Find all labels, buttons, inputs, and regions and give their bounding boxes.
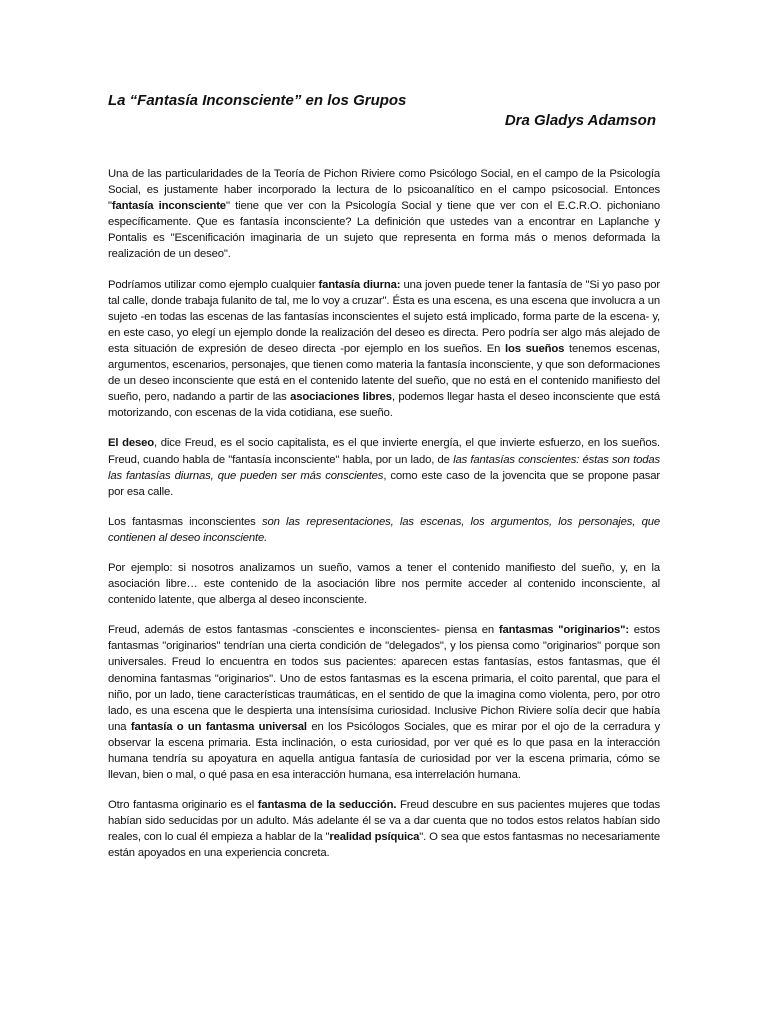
- paragraph-6: [108, 622, 660, 783]
- paragraph-4-italic-text: son las representaciones, las escenas, los argumentos, los personajes, que contienen al deseo inconsciente.: [108, 515, 660, 544]
- paragraph-7-text-e: ". O sea que estos fantasmas no necesariamente están apoyados en una experiencia concreta.: [108, 831, 660, 860]
- paragraph-6-bold-term-2: fantasía o un fantasma universal: [130, 720, 307, 733]
- document-author: Dra Gladys Adamson: [504, 112, 656, 129]
- paragraph-3-italic-text: las fantasías conscientes: éstas son todas las fantasías diurnas, que pueden ser más conscientes: [108, 453, 661, 482]
- paragraph-2-text-c: una joven puede tener la fantasía de "Si yo paso por tal calle, donde trabaja fulanito de tal, me lo voy a cruzar". Ésta es una escena, es una escena que involucra a un sujeto -en todas las escenas de las fantasías inconscientes el sujeto está implicado, forma parte de la escena- y, en este caso, yo elegí un ejemplo donde la realización del deseo es directa. Pero podría ser algo más alejado de esta situación de expresión de deseo directa -por ejemplo en los sueños. En: [108, 278, 660, 355]
- paragraph-2-text-e: tenemos escenas, argumentos, escenarios, personajes, que tienen como materia la fantasía inconsciente, y que son deformaciones de un deseo inconsciente que está en el contenido latente del sueño, que no está en el contenido manifiesto del sueño, pero, nadando a partir de las: [108, 342, 660, 404]
- paragraph-7-bold-term-2: realidad psíquica: [329, 831, 420, 844]
- paragraph-3-bold-term: El deseo: [108, 437, 155, 450]
- paragraph-6-text-a: Freud, además de estos fantasmas -conscientes e inconscientes- piensa en: [108, 624, 499, 637]
- paragraph-6-text-e: en los Psicólogos Sociales, que es mirar por el ojo de la cerradura y observar la escena primaria. Esta inclinación, o esta curiosidad, por ver qué es lo que pasa en la interacción humana tendría su apoyatura en aquella antigua fantasía de curiosidad por ver la escena primaria, cómo se llevan, bien o mal, o qué pasa en esa interacción humana, esa interrelación humana.: [108, 720, 661, 782]
- paragraph-6-bold-term-1: fantasmas "originarios":: [498, 624, 629, 637]
- paragraph-2-bold-term-1: fantasía diurna:: [318, 278, 401, 291]
- paragraph-2-text-g: , podemos llegar hasta el deseo inconsciente que está motorizando, con escenas de la vida cotidiana, ese sueño.: [108, 391, 660, 420]
- paragraph-1-bold-term: fantasía inconsciente: [111, 200, 226, 213]
- paragraph-5: Por ejemplo: si nosotros analizamos un sueño, vamos a tener el contenido manifiesto del sueño, y, en la asociación libre… este contenido de la asociación libre nos permite acceder al contenido inconsciente, al contenido latente, que alberga al deseo inconsciente.: [108, 561, 660, 607]
- paragraph-7-text-a: Otro fantasma originario es el: [108, 799, 258, 812]
- paragraph-6-text-c: estos fantasmas "originarios" tendrían una cierta condición de "delegados", y los piensa como "originarios" porque son universales. Freud lo encuentra en todos sus pacientes: aparecen estas fantasías, estos fantasmas, que él denomina fantasmas "originarios". Uno de estos fantasmas es la escena primaria, el coito parental, que para el niño, por un lado, tiene características traumáticas, en el sentido de que la imagina como violenta, pero, por otro lado, es una escena que le despierta una intensísima curiosidad. Inclusive Pichon Riviere solía decir que había una: [108, 624, 660, 733]
- paragraph-3-text-d: , como este caso de la jovencita que se propone pasar por esa calle.: [108, 469, 660, 498]
- paragraph-7-bold-term-1: fantasma de la seducción.: [257, 799, 397, 812]
- paragraph-7: [108, 797, 660, 861]
- paragraph-4: [108, 514, 660, 546]
- paragraph-1: [108, 166, 660, 263]
- document-title: La “Fantasía Inconsciente” en los Grupos: [108, 92, 407, 109]
- paragraph-3: [108, 435, 660, 499]
- paragraph-2: [108, 277, 660, 422]
- paragraph-2-bold-term-3: asociaciones libres: [290, 391, 392, 404]
- document-body: [108, 166, 660, 876]
- paragraph-2-text-a: Podríamos utilizar como ejemplo cualquier: [108, 278, 319, 291]
- paragraph-1-text-a: Una de las particularidades de la Teoría de Pichon Riviere como Psicólogo Social, en el campo de la Psicología Social, es justamente haber incorporado la lectura de lo psicoanalítico en el campo psicosocial. Entonces ": [108, 168, 660, 213]
- paragraph-1-text-c: " tiene que ver con la Psicología Social y tiene que ver con el E.C.R.O. pichoniano específicamente. Que es fantasía inconsciente? La definición que ustedes van a encontrar en Laplanche y Pontalis es "Escenificación imaginaria de un sujeto que representa en forma más o menos deformada la realización de un deseo".: [108, 200, 660, 261]
- paragraph-4-text-a: Los fantasmas inconscientes: [108, 515, 262, 528]
- paragraph-3-text-b: , dice Freud, es el socio capitalista, es el que invierte energía, el que invierte esfuerzo, en los sueños. Freud, cuando habla de "fantasía inconsciente" habla, por un lado, de: [108, 437, 661, 466]
- paragraph-2-bold-term-2: los sueños: [504, 342, 565, 355]
- paragraph-7-text-c: Freud descubre en sus pacientes mujeres que todas habían sido seducidas por un adulto. Más adelante él se va a dar cuenta que no todos estos relatos habían sido reales, con lo cual él empieza a hablar de la ": [108, 799, 660, 844]
